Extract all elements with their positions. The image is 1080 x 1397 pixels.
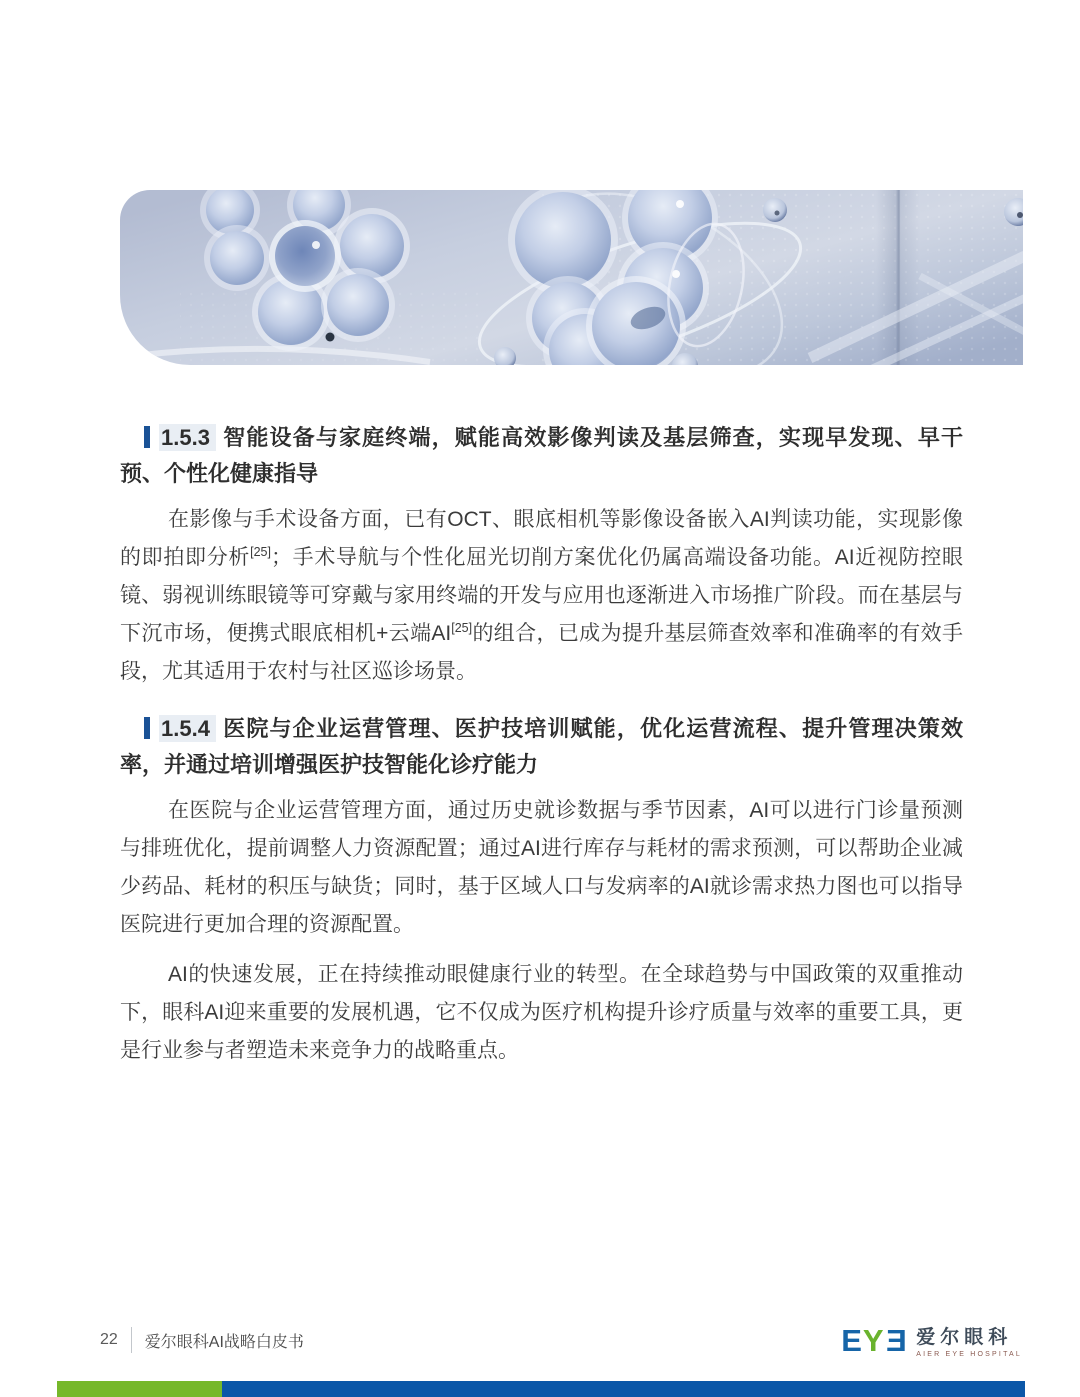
page-number: 22 bbox=[100, 1331, 118, 1348]
page-footer bbox=[100, 1316, 1022, 1364]
bubble bbox=[763, 198, 787, 222]
heading-marker-bar bbox=[144, 426, 150, 448]
section-number: 1.5.3 bbox=[159, 424, 216, 451]
paragraph-text: 在医院与企业运营管理方面，通过历史就诊数据与季节因素，AI可以进行门诊量预测与排班优化，提前调整人力资源配置；通过AI进行库存与耗材的需求预测，可以帮助企业减少药品、耗材的积压与缺货；同时，基于区域人口与发病率的AI就诊需求热力图也可以指导医院进行更加合理的资源配置。 bbox=[120, 799, 963, 936]
logo-letter: E bbox=[884, 1322, 907, 1358]
bottom-color-bar bbox=[57, 1381, 1025, 1397]
logo-name-chinese: 爱尔眼科 bbox=[916, 1327, 1013, 1348]
section-title: 医院与企业运营管理、医护技培训赋能，优化运营流程、提升管理决策效率，并通过培训增强医护技智能化诊疗能力 bbox=[120, 716, 963, 777]
paragraph-text: ；手术导航与个性化屈光切削方案优化仍属高端设备功能。AI近视防控眼镜、弱视训练眼镜等可穿戴与家用终端的开发与应用也逐渐进入市场推广阶段。而在基层与下沉市场，便携式眼底相机+云端AI bbox=[120, 546, 964, 645]
section-heading-1-5-4 bbox=[120, 711, 963, 783]
section-title: 智能设备与家庭终端，赋能高效影像判读及基层筛查，实现早发现、早干预、个性化健康指导 bbox=[120, 425, 963, 486]
paragraph-text: 的组合，已成为提升基层筛查效率和准确率的有效手段，尤其适用于农村与社区巡诊场景。 bbox=[120, 622, 963, 683]
paragraph-hospital-operations bbox=[120, 792, 963, 944]
blue-bar bbox=[222, 1381, 1025, 1397]
citation-ref: [25] bbox=[250, 545, 271, 559]
document-title: 爱尔眼科AI战略白皮书 bbox=[144, 1333, 304, 1351]
paragraph-text: AI的快速发展，正在持续推动眼健康行业的转型。在全球趋势与中国政策的双重推动下，眼科AI迎来重要的发展机遇，它不仅成为医疗机构提升诊疗质量与效率的重要工具，更是行业参与者塑造未来竞争力的战略重点。 bbox=[120, 963, 963, 1062]
citation-ref: [25] bbox=[451, 621, 473, 635]
section-number: 1.5.4 bbox=[159, 715, 216, 742]
footer-left bbox=[100, 1327, 304, 1353]
molecule-illustration-svg bbox=[120, 190, 1023, 365]
logo-name-english: AIER EYE HOSPITAL bbox=[916, 1351, 1022, 1358]
paragraph-text: 在影像与手术设备方面，已有OCT、眼底相机等影像设备嵌入AI判读功能，实现影像的即拍即分析 bbox=[120, 508, 963, 569]
footer-divider bbox=[131, 1327, 132, 1353]
heading-marker-bar bbox=[144, 717, 150, 739]
logo-letter: Y bbox=[862, 1322, 885, 1358]
green-bar bbox=[57, 1381, 222, 1397]
logo-text bbox=[916, 1322, 1022, 1358]
paragraph-imaging-devices bbox=[120, 501, 963, 691]
aier-eye-logo bbox=[841, 1322, 1022, 1358]
eye-logo-mark bbox=[841, 1322, 907, 1358]
section-heading-1-5-3 bbox=[120, 420, 963, 492]
paragraph-ai-development bbox=[120, 956, 963, 1070]
logo-letter: E bbox=[841, 1322, 863, 1358]
page-content bbox=[120, 420, 963, 1082]
hero-image bbox=[120, 190, 1023, 365]
